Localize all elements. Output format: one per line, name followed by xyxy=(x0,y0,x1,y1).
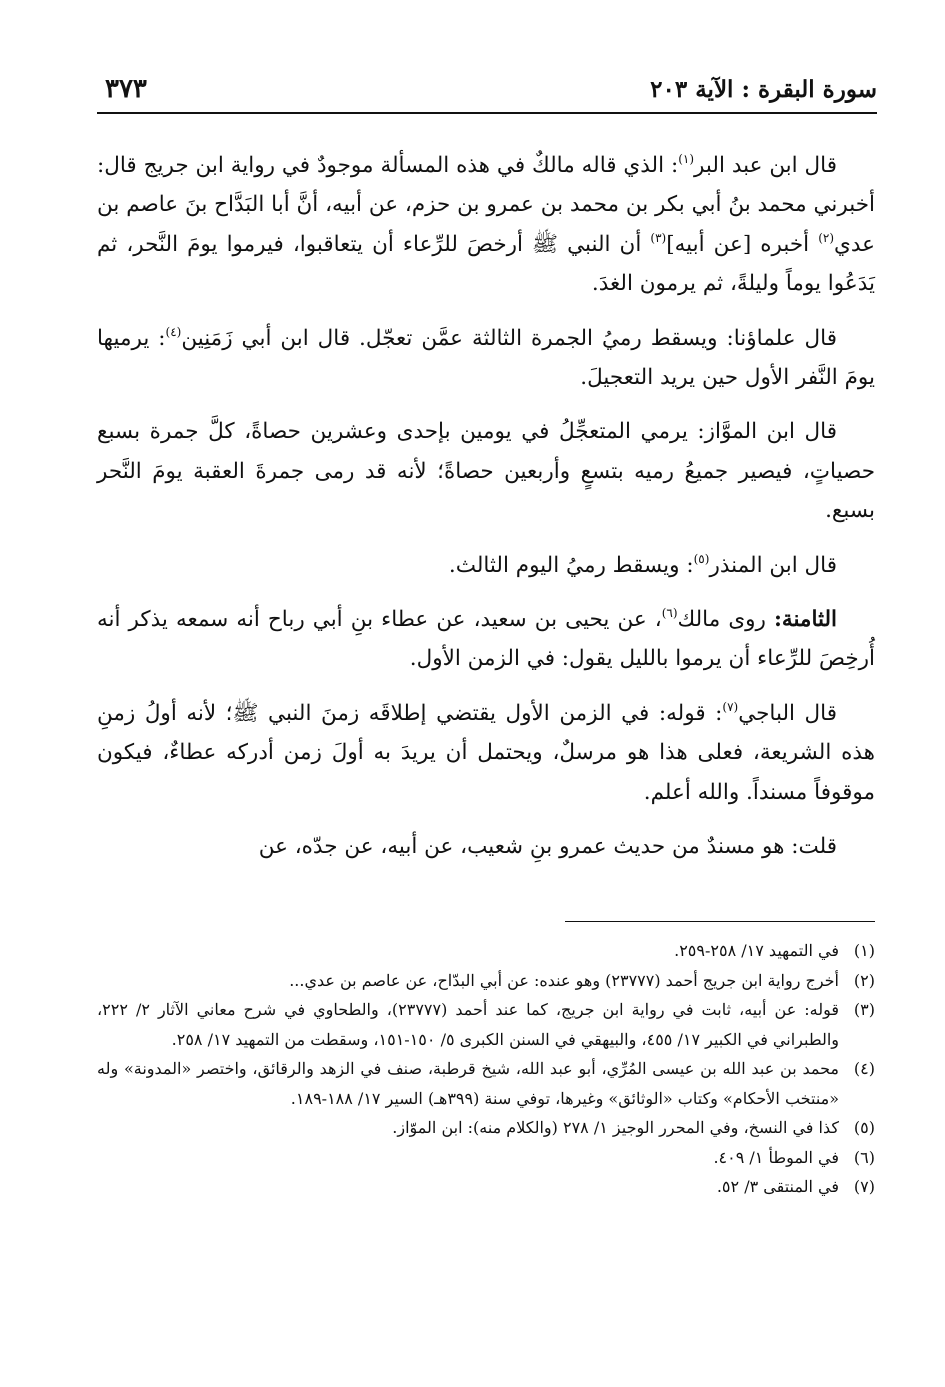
footnote-text: كذا في النسخ، وفي المحرر الوجيز ١/ ٢٧٨ (والكلام منه): ابن الموّاز. xyxy=(392,1118,839,1137)
text-run: : يرميها يومَ النَّفر الأول حين يريد التعجيلَ. xyxy=(97,325,875,391)
main-text xyxy=(97,146,875,882)
paragraph xyxy=(97,827,875,866)
paragraph xyxy=(97,412,875,530)
text-run: قال علماؤنا: ويسقط رميُ الجمرة الثالثة عمَّن تعجّل. قال ابن أبي زَمَنِين xyxy=(181,325,837,351)
paragraph xyxy=(97,546,875,585)
footnote-number: (٢) xyxy=(853,970,875,990)
text-run: : الذي قاله مالكٌ في هذه المسألة موجودٌ في رواية ابن جريج قال: أخبرني محمد بنُ أبي بكر بن محمد بن عمرو بن حزم، عن أبيه، أنَّ أبا البَدَّاح بنَ عاصم بن عدي xyxy=(97,153,875,257)
footnote-ref: (٧) xyxy=(722,699,739,714)
footnote-ref: (٣) xyxy=(650,230,667,245)
footnote-text: قوله: عن أبيه، ثابت في رواية ابن جريج، كما عند أحمد (٢٣٧٧٧)، والطحاوي في شرح معاني الآثار ٢/ ٢٢٢، والطبراني في الكبير ١٧/ ٤٥٥، والبيهقي في السنن الكبرى ٥/ ١٥٠-١٥١، وسقطت من التمهيد ١٧/ ٢٥٨. xyxy=(97,1000,840,1049)
footnote-text: في الموطأ ١/ ٤٠٩. xyxy=(713,1147,839,1167)
footnote-text: في المنتقى ٣/ ٥٢. xyxy=(716,1177,839,1196)
footnote-ref: (١) xyxy=(678,152,695,166)
footnote-number: (٣) xyxy=(853,1000,875,1019)
footnote xyxy=(97,995,875,1054)
footnote-number: (٧) xyxy=(853,1177,875,1196)
footnote-text: محمد بن عبد الله بن عيسى المُرِّي، أبو عبد الله، شيخ قرطبة، صنف في الزهد والرقائق، واختصر «المدونة» وله «منتخب الأحكام» وكتاب «الوثائق» وغيرها، توفي سنة (٣٩٩هـ) السير ١٧/ ١٨٨-١٨٩. xyxy=(97,1059,840,1108)
paragraph xyxy=(97,319,875,398)
running-header xyxy=(97,72,877,114)
footnotes xyxy=(97,936,875,1202)
footnote-number: (١) xyxy=(853,941,875,960)
text-run: قال ابن المنذر xyxy=(709,552,837,578)
footnote-number: (٤) xyxy=(853,1059,875,1078)
footnote-ref: (٤) xyxy=(165,324,182,339)
paragraph xyxy=(97,694,875,812)
text-run: قال الباجي xyxy=(738,700,837,726)
page-number: ٣٧٣ xyxy=(105,74,147,104)
text-run: : قوله: في الزمن الأول يقتضي إطلاقَه زمنَ النبي ﷺ؛ لأنه أولُ زمنِ هذه الشريعة، فعلى هذا هو مرسلٌ، ويحتمل أن يريدَ به أولَ زمن أدركه عطاءٌ، فيكون موقوفاً مسنداً. والله أعلم. xyxy=(97,700,875,805)
footnote xyxy=(97,1143,875,1173)
text-run: أخبره [عن أبيه] xyxy=(666,231,819,257)
footnote xyxy=(97,1054,875,1113)
text-run: روى مالك xyxy=(677,607,774,633)
footnote xyxy=(97,936,875,966)
footnote-text: في التمهيد ١٧/ ٢٥٨-٢٥٩. xyxy=(674,941,839,960)
text-run: قلت: هو مسندٌ من حديث عمرو بنِ شعيب، عن أبيه، عن جدّه، عن xyxy=(258,834,837,860)
footnote-ref: (٥) xyxy=(693,551,710,566)
section-lead: الثامنة: xyxy=(773,607,838,633)
text-run: أن النبي ﷺ أرخصَ للرِّعاء أن يتعاقبوا، فيرموا يومَ النَّحر، ثم يَدَعُوا يوماً وليلةً، ثم يرمون الغدَ. xyxy=(97,231,875,297)
footnote xyxy=(97,1113,875,1143)
footnote-separator xyxy=(565,921,875,922)
footnote-number: (٦) xyxy=(853,1147,875,1167)
footnote xyxy=(97,1172,875,1202)
footnote xyxy=(97,966,875,996)
surah-title: سورة البقرة : الآية ٢٠٣ xyxy=(650,76,877,103)
text-run: قال ابن الموَّاز: يرمي المتعجِّلُ في يومين بإحدى وعشرين حصاةً، كلَّ جمرة بسبع حصياتٍ، فيصير جميعُ رميه بتسعٍ وأربعين حصاةً؛ لأنه قد رمى جمرةَ العقبة يومَ النَّحر بسبع. xyxy=(97,419,875,524)
text-run: : ويسقط رميُ اليوم الثالث. xyxy=(448,552,694,578)
footnote-text: أخرج رواية ابن جريج أحمد (٢٣٧٧٧) وهو عنده: عن أبي البدّاح، عن عاصم بن عدي... xyxy=(289,970,839,990)
footnote-number: (٥) xyxy=(853,1118,875,1137)
paragraph xyxy=(97,600,875,679)
footnote-ref: (٢) xyxy=(818,230,835,245)
paragraph xyxy=(97,146,875,304)
text-run: ، عن يحيى بن سعيد، عن عطاء بنِ أبي رباح أنه سمعه يذكر أنه أُرخِصَ للرِّعاء أن يرموا بالليل يقول: في الزمن الأول. xyxy=(97,607,875,672)
text-run: قال ابن عبد البر xyxy=(694,153,837,178)
footnote-ref: (٦) xyxy=(661,606,678,621)
